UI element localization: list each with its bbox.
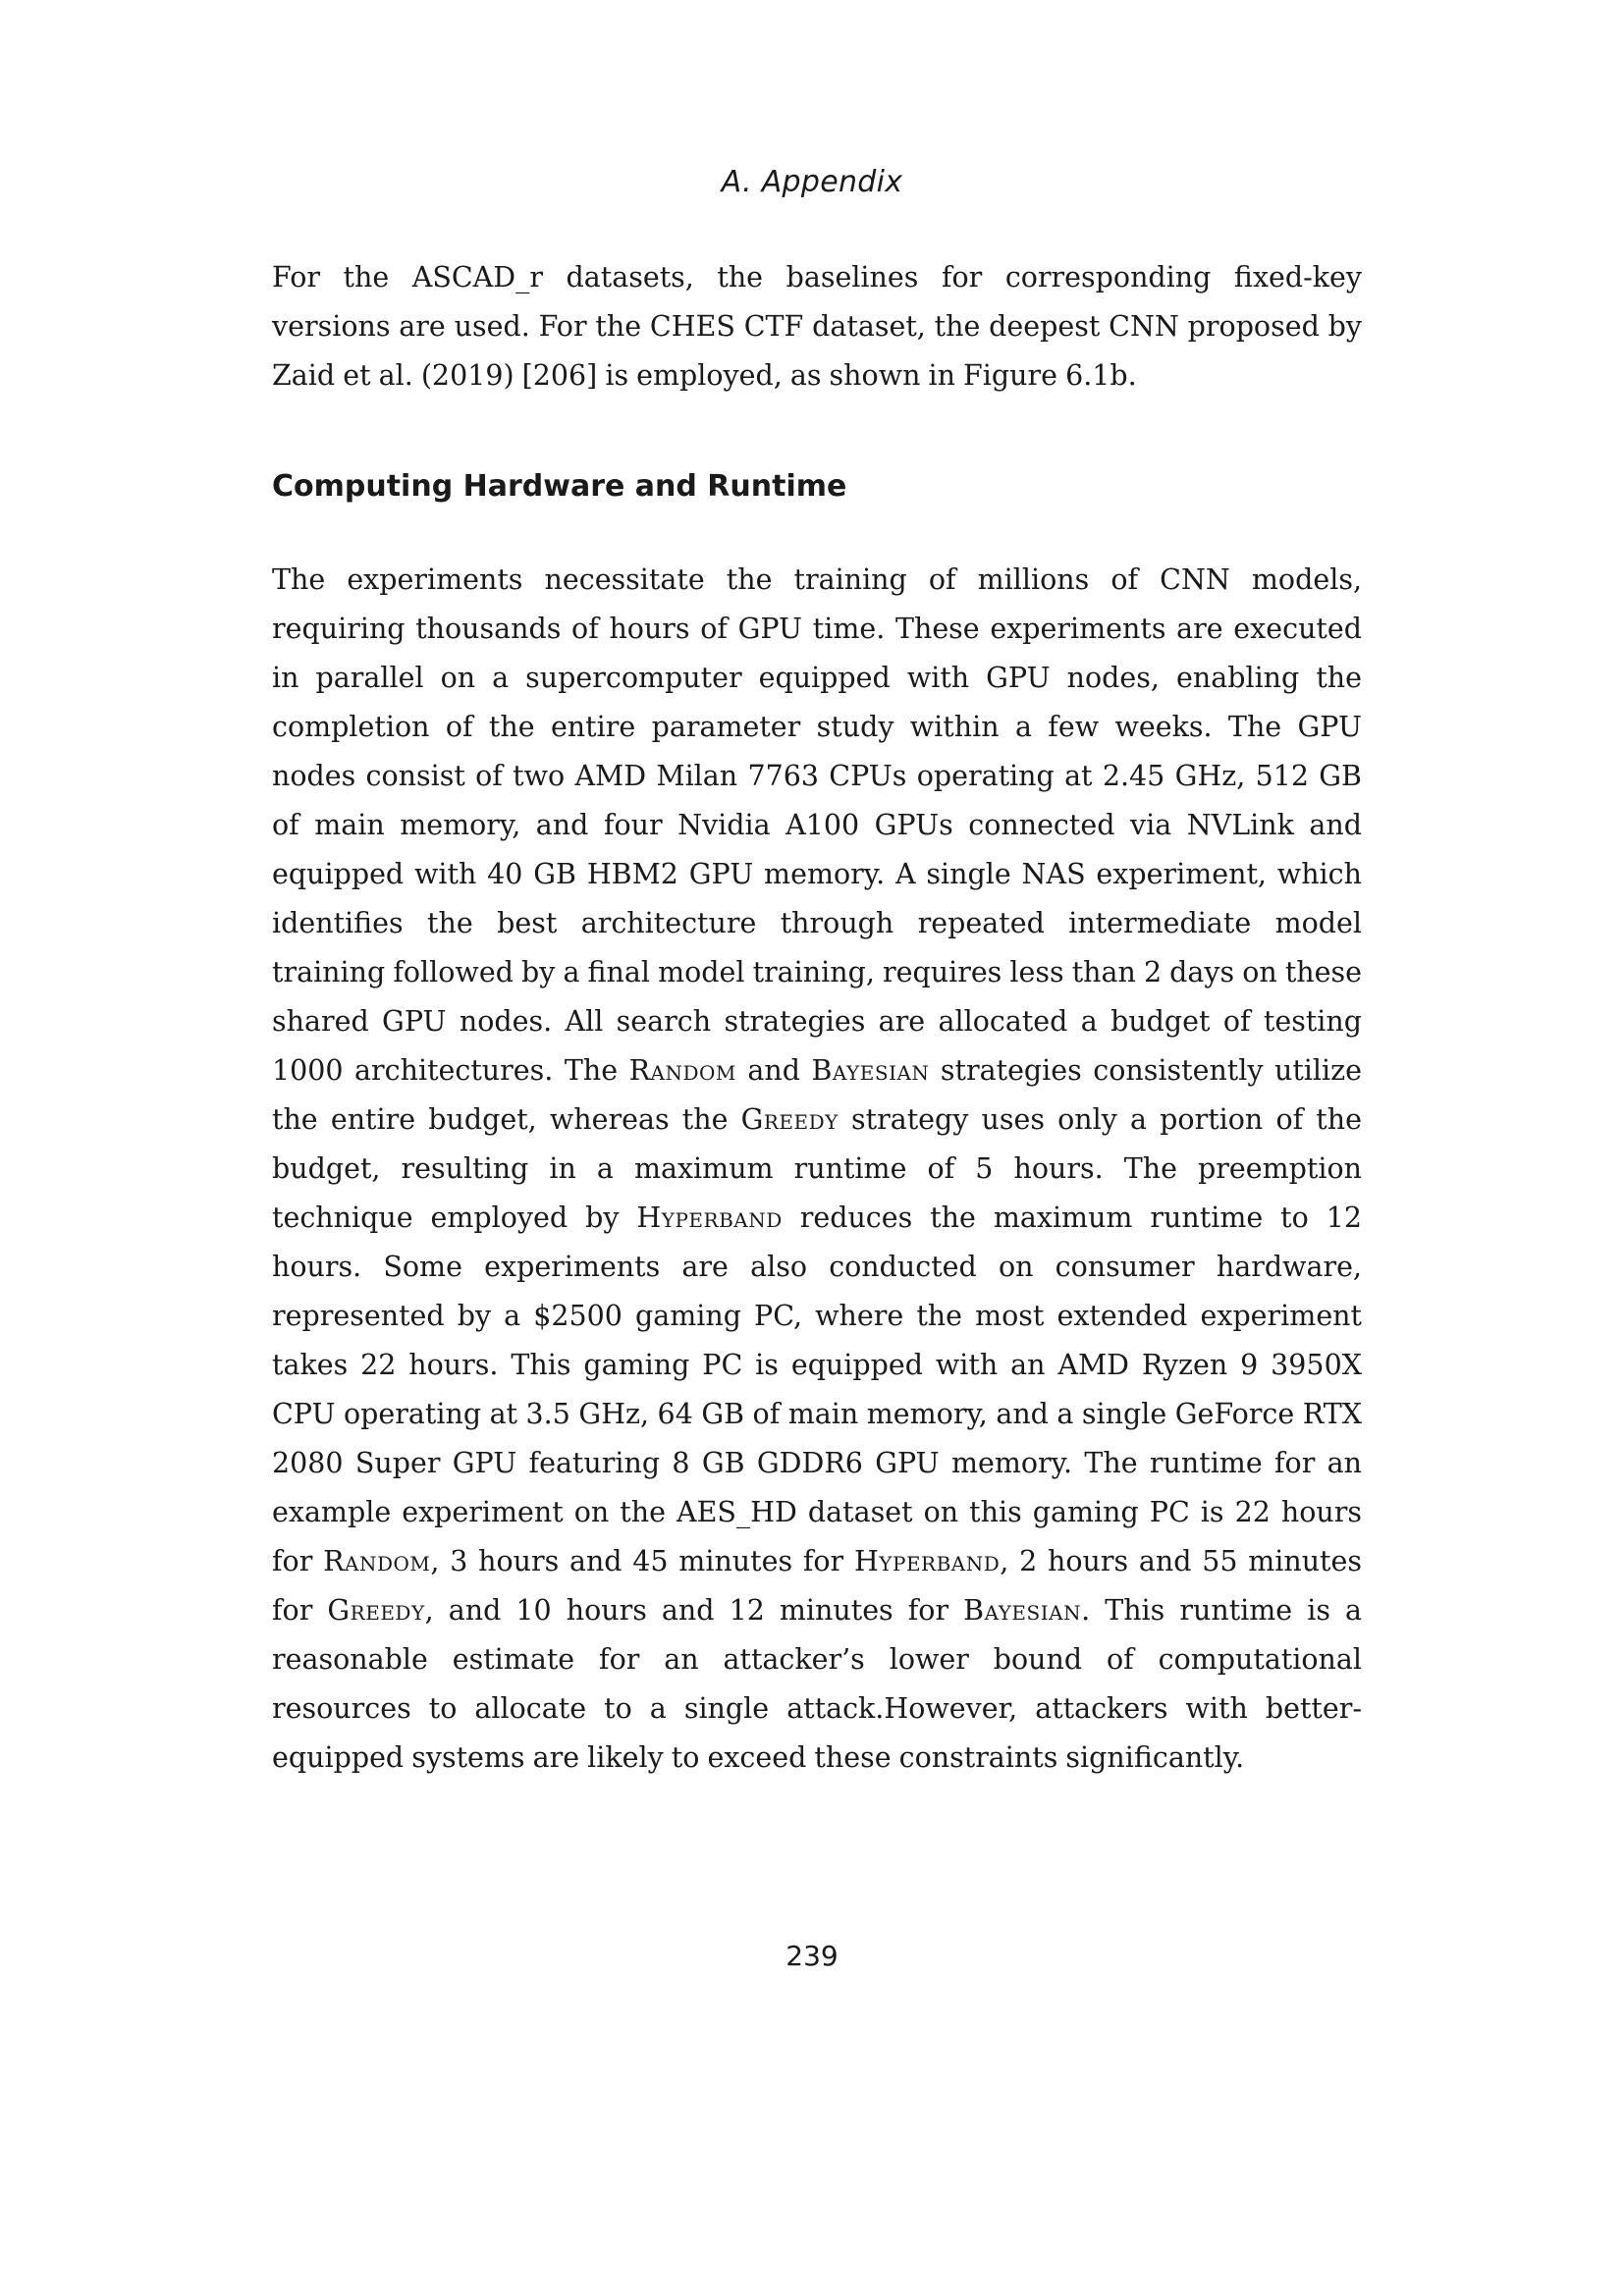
strategy-name: Bayesian	[963, 1594, 1082, 1627]
strategy-name: Greedy	[327, 1594, 425, 1627]
strategy-name: Greedy	[740, 1103, 839, 1136]
intro-paragraph: For the ASCAD_r datasets, the baselines for corresponding fixed-key versions are used. For the CHES CTF dataset, the deepest CNN proposed by Zaid et al. (2019) [206] is employed, as shown in Figure 6.1b.	[272, 261, 1362, 392]
text-segment: reduces the maximum runtime to 12 hours. Some experiments are also conducted on consumer hardware, represented by a $2500 gaming PC, where the most extended experiment takes 22 hours. This gaming PC is equipped with an AMD Ryzen 9 3950X CPU operating at 3.5 GHz, 64 GB of main memory, and a single GeForce RTX 2080 Super GPU featuring 8 GB GDDR6 GPU memory. The runtime for an example experiment on the AES_HD dataset on this gaming PC is 22 hours for	[272, 1201, 1362, 1577]
text-segment: , 2 hours and 55 minutes for	[272, 1545, 1362, 1627]
text-segment: , 3 hours and 45 minutes for	[430, 1545, 854, 1577]
strategy-name: Bayesian	[811, 1054, 930, 1087]
body-paragraph	[272, 556, 1362, 1783]
strategy-name: Hyperband	[636, 1201, 783, 1234]
text-segment: strategies consistently utilize the entire budget, whereas the	[272, 1054, 1363, 1136]
text-segment: , and 10 hours and 12 minutes for	[424, 1594, 964, 1627]
text-segment: The experiments necessitate the training of millions of CNN models, requiring thousands of hours of GPU time. These experiments are executed in parallel on a supercomputer equipped with GPU nodes, enabling the completion of the entire parameter study within a few weeks. The GPU nodes consist of two AMD Milan 7763 CPUs operating at 2.45 GHz, 512 GB of main memory, and four Nvidia A100 GPUs connected via NVLink and equipped with 40 GB HBM2 GPU memory. A single NAS experiment, which identifies the best architecture through repeated intermediate model training followed by a final model training, requires less than 2 days on these shared GPU nodes. All search strategies are allocated a budget of testing 1000 architectures. The	[272, 563, 1362, 1087]
running-header: A. Appendix	[721, 165, 903, 199]
strategy-name: Hyperband	[853, 1545, 1001, 1577]
strategy-name: Random	[628, 1054, 736, 1087]
strategy-name: Random	[323, 1545, 431, 1577]
section-heading: Computing Hardware and Runtime	[272, 469, 847, 504]
text-segment: . This runtime is a reasonable estimate for an attacker’s lower bound of computational resources to allocate to a single attack.However, attackers with better-equipped systems are likely to exceed these constraints significantly.	[272, 1594, 1362, 1774]
page-number: 239	[785, 1940, 839, 1972]
text-segment: and	[735, 1054, 812, 1087]
text-segment: strategy uses only a portion of the budget, resulting in a maximum runtime of 5 hours. The preemption technique employed by	[272, 1103, 1362, 1234]
